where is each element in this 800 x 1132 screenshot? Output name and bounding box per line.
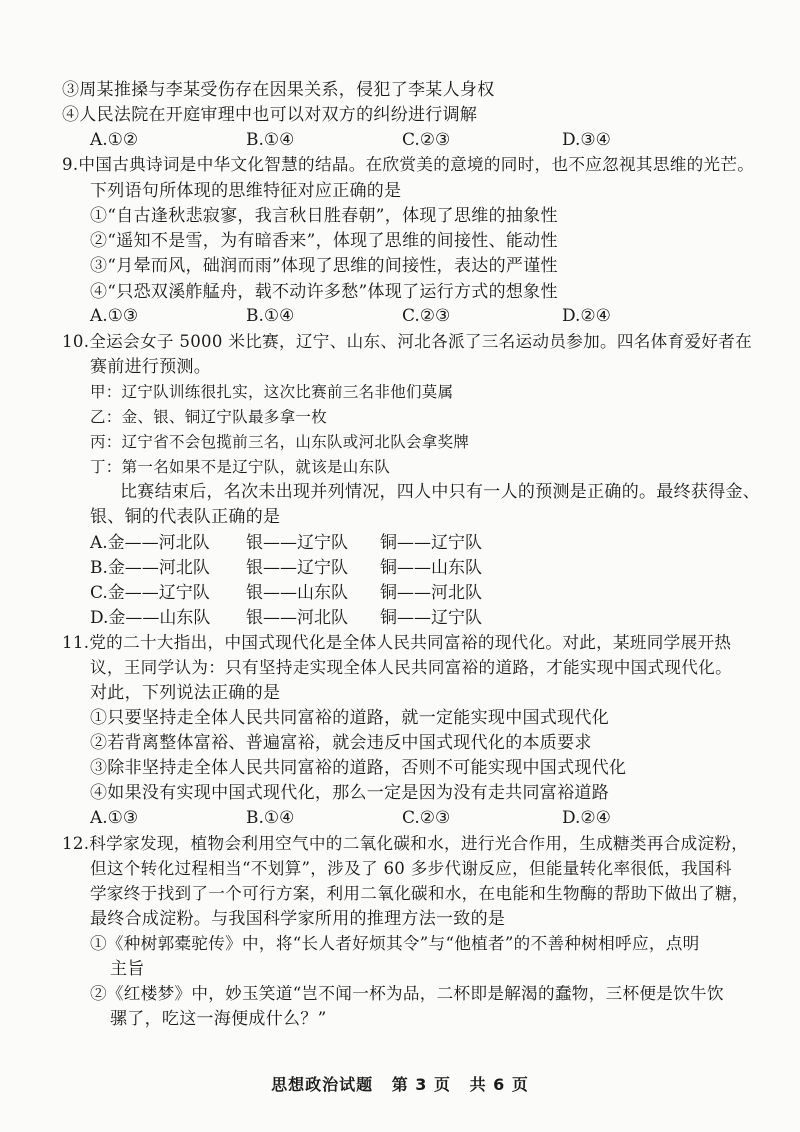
q10-option-a-gold: A.金——河北队 [90, 533, 210, 553]
q8-option-c: C.②③ [402, 130, 451, 150]
footer-subject: 思想政治试题 [271, 1075, 374, 1094]
q10-option-b-gold: B.金——河北队 [90, 558, 210, 578]
q11-statement-4: ④如果没有实现中国式现代化，那么一定是因为没有走共同富裕道路 [90, 783, 609, 803]
q10-prediction-ding: 丁：第一名如果不是辽宁队，就该是山东队 [90, 458, 391, 476]
q10-prediction-bing: 丙：辽宁省不会包揽前三名，山东队或河北队会拿奖牌 [90, 433, 470, 451]
q10-option-d-silver: 银——河北队 [246, 608, 348, 628]
q11-option-a: A.①③ [90, 808, 139, 828]
q10-stem-line-3: 比赛结束后，名次未出现并列情况，四人中只有一人的预测是正确的。最终获得金、 [120, 482, 761, 502]
q12-statement-1-line-1: ①《种树郭橐驼传》中，将“长人者好烦其令”与“他植者”的不善种树相呼应，点明 [90, 934, 700, 953]
q8-statement-4: ④人民法院在开庭审理中也可以对双方的纠纷进行调解 [62, 105, 478, 125]
q9-option-b: B.①④ [246, 306, 295, 326]
q11-option-c: C.②③ [402, 808, 451, 828]
q10-option-b-silver: 银——辽宁队 [246, 558, 348, 578]
q10-option-d-bronze: 铜——辽宁队 [380, 608, 482, 628]
q9-option-c: C.②③ [402, 306, 451, 326]
q9-statement-2: ②“遥知不是雪，为有暗香来”，体现了思维的间接性、能动性 [90, 231, 558, 251]
q11-stem-line-3: 对此，下列说法正确的是 [90, 683, 281, 703]
q8-option-d: D.③④ [562, 130, 611, 150]
q11-stem-line-2: 议，王同学认为：只有坚持走实现全体人民共同富裕的道路，才能实现中国式现代化。 [90, 658, 732, 677]
q12-statement-1-line-2: 主旨 [110, 959, 145, 979]
page-footer [0, 1072, 800, 1095]
footer-page-number: 第 3 页 [391, 1075, 451, 1094]
q12-statement-2-line-1: ②《红楼梦》中，妙玉笑道“岂不闻一杯为品，二杯即是解渴的蠢物，三杯便是饮牛饮 [90, 984, 724, 1003]
q11-statement-3: ③除非坚持走全体人民共同富裕的道路，否则不可能实现中国式现代化 [90, 758, 627, 778]
q10-prediction-yi: 乙：金、银、铜辽宁队最多拿一枚 [90, 408, 328, 426]
q9-statement-4: ④“只恐双溪舴艋舟，载不动许多愁”体现了运行方式的想象性 [90, 282, 558, 302]
q9-option-d: D.②④ [562, 306, 611, 326]
q10-stem-line-2: 赛前进行预测。 [90, 357, 212, 377]
q12-stem-line-1: 12.科学家发现，植物会利用空气中的二氧化碳和水，进行光合作用，生成糖类再合成淀粉， [62, 834, 749, 853]
q12-stem-line-3: 学家终于找到了一个可行方案，利用二氧化碳和水，在电能和生物酶的帮助下做出了糖， [90, 884, 749, 903]
q10-stem-line-4: 银、铜的代表队正确的是 [90, 507, 281, 527]
q10-option-a-silver: 银——辽宁队 [246, 533, 348, 553]
q8-option-a: A.①② [90, 130, 139, 150]
q10-stem-line-1: 10.全运会女子 5000 米比赛，辽宁、山东、河北各派了三名运动员参加。四名体育爱好者在 [62, 332, 753, 351]
q10-prediction-jia: 甲：辽宁队训练很扎实，这次比赛前三名非他们莫属 [90, 383, 454, 401]
footer-total-pages: 共 6 页 [469, 1075, 529, 1094]
q10-option-d-gold: D.金——山东队 [90, 608, 211, 628]
q9-stem-line-1: 9.中国古典诗词是中华文化智慧的结晶。在欣赏美的意境的同时，也不应忽视其思维的光芒。 [62, 155, 755, 174]
q12-statement-2-line-2: 骡了，吃这一海便成什么？” [110, 1009, 327, 1029]
q8-statement-3: ③周某推搡与李某受伤存在因果关系，侵犯了李某人身权 [62, 80, 495, 100]
q10-option-a-bronze: 铜——辽宁队 [380, 533, 482, 553]
q12-stem-line-4: 最终合成淀粉。与我国科学家所用的推理方法一致的是 [90, 909, 506, 929]
q11-statement-2: ②若背离整体富裕、普遍富裕，就会违反中国式现代化的本质要求 [90, 733, 592, 753]
q9-statement-1: ①“自古逢秋悲寂寥，我言秋日胜春朝”，体现了思维的抽象性 [90, 206, 558, 226]
q11-option-b: B.①④ [246, 808, 295, 828]
q10-option-b-bronze: 铜——山东队 [380, 558, 482, 578]
q10-option-c-silver: 银——山东队 [246, 583, 348, 603]
q9-option-a: A.①③ [90, 306, 139, 326]
q10-option-c-gold: C.金——辽宁队 [90, 583, 210, 603]
q12-stem-line-2: 但这个转化过程相当“不划算”，涉及了 60 多步代谢反应，但能量转化率很低，我国科 [90, 859, 732, 878]
q11-statement-1: ①只要坚持走全体人民共同富裕的道路，就一定能实现中国式现代化 [90, 708, 609, 728]
q10-option-c-bronze: 铜——河北队 [380, 583, 482, 603]
q9-stem-line-2: 下列语句所体现的思维特征对应正确的是 [90, 181, 402, 201]
q9-statement-3: ③“月晕而风，础润而雨”体现了思维的间接性，表达的严谨性 [90, 256, 558, 276]
q11-stem-line-1: 11.党的二十大指出，中国式现代化是全体人民共同富裕的现代化。对此，某班同学展开热 [62, 633, 732, 652]
q11-option-d: D.②④ [562, 808, 611, 828]
q8-option-b: B.①④ [246, 130, 295, 150]
